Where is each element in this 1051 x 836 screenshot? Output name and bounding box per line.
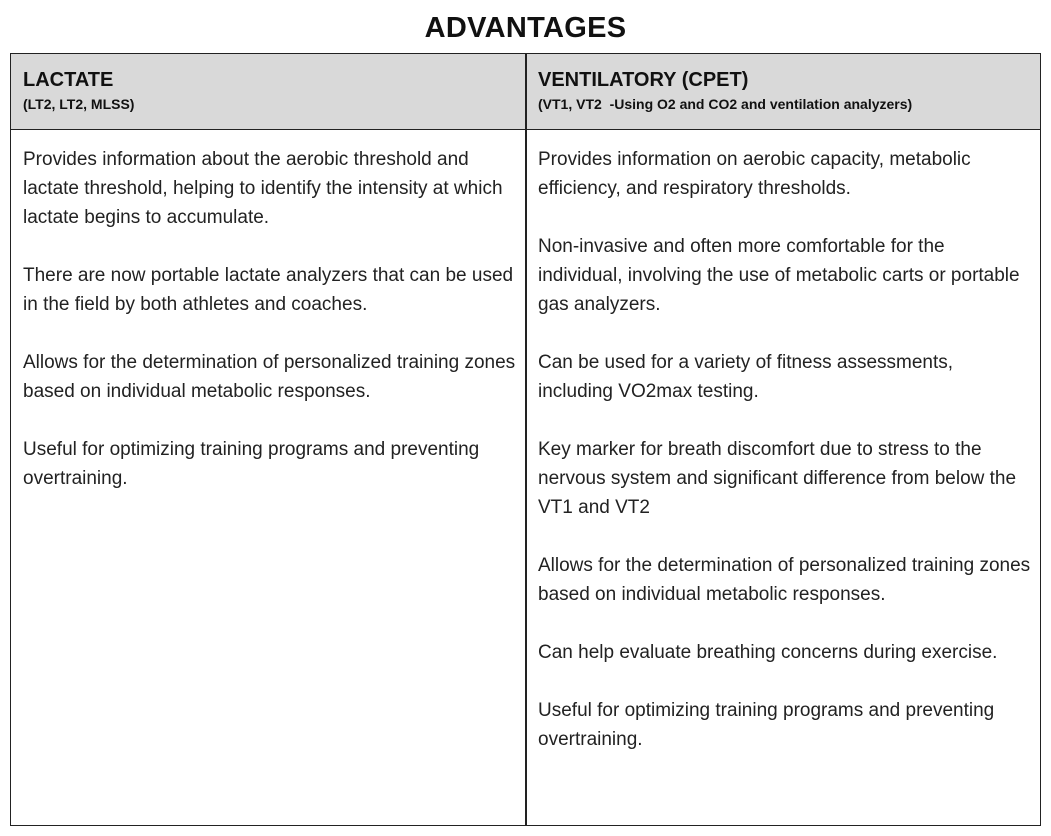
column-subheading: (VT1, VT2 -Using O2 and CO2 and ventilation analyzers) <box>538 96 913 112</box>
column-heading: VENTILATORY (CPET) <box>538 69 749 91</box>
column-heading: LACTATE <box>23 69 114 91</box>
advantage-paragraph: Allows for the determination of personalized training zones based on individual metabolic responses. <box>23 352 516 402</box>
header-cell-ventilatory <box>538 54 1038 130</box>
body-cell-ventilatory <box>538 145 1033 754</box>
column-subheading: (LT2, LT2, MLSS) <box>23 96 135 112</box>
advantage-paragraph: Can be used for a variety of fitness assessments, including VO2max testing. <box>538 352 954 402</box>
advantage-paragraph: Useful for optimizing training programs and preventing overtraining. <box>538 700 995 750</box>
body-cell-lactate <box>23 145 518 493</box>
column-divider <box>525 54 527 825</box>
page-title: ADVANTAGES <box>424 12 627 44</box>
advantage-paragraph: Key marker for breath discomfort due to stress to the nervous system and significant difference from below the VT1 and VT2 <box>538 439 1017 518</box>
advantage-paragraph: Provides information about the aerobic threshold and lactate threshold, helping to identify the intensity at which lactate begins to accumulate. <box>23 149 503 228</box>
advantage-paragraph: Can help evaluate breathing concerns during exercise. <box>538 642 998 663</box>
advantage-paragraph: There are now portable lactate analyzers that can be used in the field by both athletes and coaches. <box>23 265 514 315</box>
advantage-paragraph: Allows for the determination of personalized training zones based on individual metabolic responses. <box>538 555 1031 605</box>
advantages-table <box>10 53 1041 826</box>
advantage-paragraph: Provides information on aerobic capacity, metabolic efficiency, and respiratory thresholds. <box>538 149 971 199</box>
advantage-paragraph: Useful for optimizing training programs and preventing overtraining. <box>23 439 480 489</box>
header-cell-lactate <box>23 54 518 130</box>
advantage-paragraph: Non-invasive and often more comfortable for the individual, involving the use of metabolic carts or portable gas analyzers. <box>538 236 1020 315</box>
